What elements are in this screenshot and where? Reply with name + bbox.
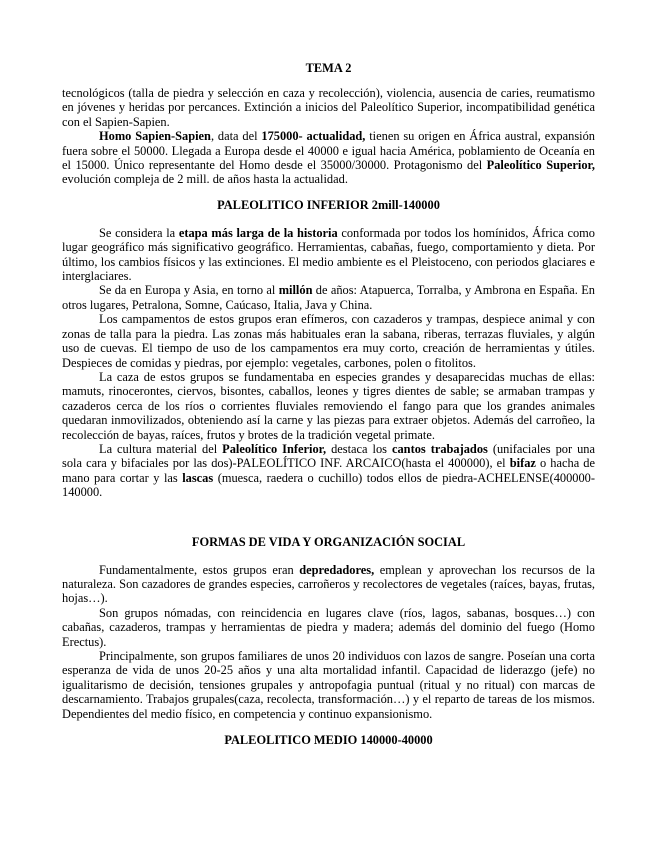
section2-paragraph-2: Son grupos nómadas, con reincidencia en lugares clave (ríos, lagos, sabanas, bosques…) con cabañas, cazaderos, trampas y herramientas de piedra y madera; además del dominio del fuego (Homo Erectus). <box>62 605 595 649</box>
section-heading-formas-de-vida: FORMAS DE VIDA Y ORGANIZACIÓN SOCIAL <box>191 534 466 549</box>
section-heading-paleolitico-medio: PALEOLITICO MEDIO 140000-40000 <box>224 733 433 748</box>
bold-term-date-range: 175000- actualidad, <box>261 129 366 144</box>
page-content <box>62 60 595 748</box>
bold-term-millon: millón <box>278 283 313 298</box>
bold-term-homo-sapien-sapien: Homo Sapien-Sapien <box>99 129 211 144</box>
page-title: TEMA 2 <box>305 61 352 75</box>
section1-paragraph-5: La cultura material del Paleolítico Inferior, destaca los cantos trabajados (unifaciales por una sola cara y bifaciales por las dos)-PALEOLÍTICO INF. ARCAICO(hasta el 400000), el bifaz o hacha de mano para cortar y las lascas (muesca, raedera o cuchillo) todos ellos de piedra-ACHELENSE(400000-140000. <box>62 441 596 500</box>
bold-term-paleolitico-inferior: Paleolítico Inferior, <box>222 441 327 456</box>
intro-paragraph-2: Homo Sapien-Sapien, data del 175000- actualidad, tienen su origen en África austral, expansión fuera sobre el 50000. Llegada a Europa desde el 40000 e igual hacia América, poblamiento de Oceanía en el 15000. Único representante del Homo desde el 35000/30000. Protagonismo del Paleolítico Superior, evolución compleja de 2 mill. de años hasta la actualidad. <box>62 129 595 187</box>
bold-term-cantos-trabajados: cantos trabajados <box>391 441 488 456</box>
bold-term-paleolitico-superior: Paleolítico Superior, <box>486 158 595 173</box>
section1-paragraph-2: Se da en Europa y Asia, en torno al millón de años: Atapuerca, Torralba, y Ambrona en España. En otros lugares, Petralona, Somne, Caúcaso, Italia, Java y China. <box>62 283 595 312</box>
bold-term-etapa-larga: etapa más larga de la historia <box>178 225 338 240</box>
intro-paragraph-1: tecnológicos (talla de piedra y selección en caza y recolección), violencia, ausencia de caries, reumatismo en jóvenes y heridas por percances. Extinción a inicios del Paleolítico Superior, incompatibilidad genética con el Sapien-Sapien. <box>62 86 595 129</box>
section2-paragraph-1: Fundamentalmente, estos grupos eran depredadores, emplean y aprovechan los recursos de la naturaleza. Son cazadores de grandes especies, carroñeros y recolectores de vegetales (raíces, bayas, frutas, hojas…). <box>62 562 595 606</box>
section2-paragraph-3: Principalmente, son grupos familiares de unos 20 individuos con lazos de sangre. Poseían una corta esperanza de vida de unos 20-25 años y una alta mortalidad infantil. Capacidad de liderazgo (jefe) no igualitarismo de decisión, tensiones grupales y antropofagia puntual (ritual y no ritual) con marcas de descarnamiento. Trabajos grupales(caza, recolecta, transformación…) y el reparto de tareas de los mismos. Dependientes del medio físico, en competencia y continuo expansionismo. <box>62 649 595 721</box>
bold-term-depredadores: depredadores, <box>299 562 375 577</box>
section1-paragraph-3: Los campamentos de estos grupos eran efímeros, con cazaderos y trampas, despiece animal y con zonas de talla para la piedra. Las zonas más habituales eran la sabana, riberas, terrazas fluviales, y algún uso de cuevas. El tiempo de uso de los campamentos era muy corto, creación de herramientas y útiles. Despieces de comidas y piedras, por ejemplo: vegetales, carbones, polen o fitolitos. <box>62 312 595 370</box>
bold-term-lascas: lascas <box>182 470 214 485</box>
section-heading-paleolitico-inferior: PALEOLITICO INFERIOR 2mill-140000 <box>217 197 440 212</box>
section1-paragraph-4: La caza de estos grupos se fundamentaba en especies grandes y desaparecidas muchas de ellas: mamuts, rinocerontes, ciervos, bisontes, caballos, leones y tigres dientes de sable; se armaban trampas y cazaderos cerca de los ríos o corrientes fluviales removiendo el fango para que los grandes animales quedaran inmovilizados, obteniendo así la carne y las piezas para extraer objetos. Además del carroñeo, la recolección de bayas, raíces, frutos y brotes de la tradición vegetal primate. <box>62 369 595 442</box>
bold-term-bifaz: bifaz <box>509 456 536 471</box>
section1-paragraph-1: Se considera la etapa más larga de la historia conformada por todos los homínidos, África como lugar geográfico más significativo geográfico. Herramientas, cabañas, fuego, comportamiento y dieta. Por último, los cambios físicos y las extinciones. El medio ambiente es el Pleistoceno, con periodos glaciares e interglaciares. <box>62 225 595 284</box>
